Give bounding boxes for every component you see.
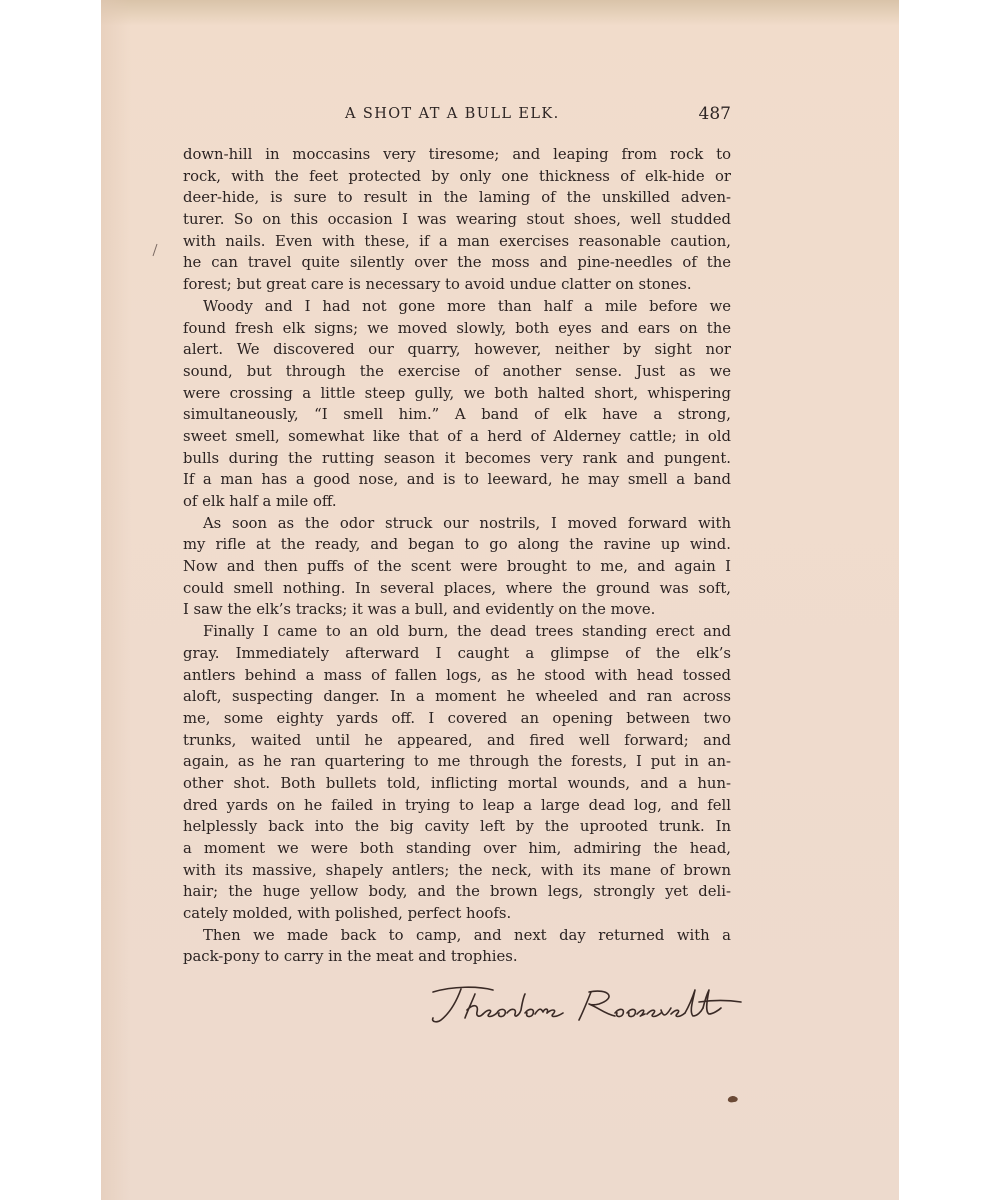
text-line: Woody and I had not gone more than half a mile before we [203,297,731,315]
text-line: rock, with the feet protected by only one thickness of elk-hide or [183,167,731,185]
page-header [183,104,731,126]
text-line: with nails. Even with these, if a man exercises reasonable caution, [183,232,731,250]
text-line: gray. Immediately afterward I caught a glimpse of the elk’s [183,644,731,662]
page-number: 487 [698,104,731,124]
text-line: Then we made back to camp, and next day returned with a [203,926,731,944]
text-line: cately molded, with polished, perfect hoofs. [183,905,512,923]
text-line: hair; the huge yellow body, and the brown legs, strongly yet deli- [183,883,731,901]
text-line: deer-hide, is sure to result in the laming of the unskilled adven- [183,189,731,207]
text-line: my rifle at the ready, and began to go along the ravine up wind. [183,536,731,554]
text-line: sound, but through the exercise of another sense. Just as we [183,362,731,380]
text-line: alert. We discovered our quarry, however, neither by sight nor [183,341,731,359]
text-line: down-hill in moccasins very tiresome; and leaping from rock to [183,146,731,163]
document-page [101,0,899,1200]
text-line: As soon as the odor struck our nostrils, I moved forward with [203,514,731,532]
pencil-mark-icon [151,243,159,257]
text-line: turer. So on this occasion I was wearing stout shoes, well studded [183,211,731,229]
text-line: with its massive, shapely antlers; the neck, with its mane of brown [183,861,731,879]
text-line: Finally I came to an old burn, the dead trees standing erect and [203,623,731,641]
text-line: bulls during the rutting season it becomes very rank and pungent. [183,449,731,467]
text-line: antlers behind a mass of fallen logs, as he stood with head tossed [183,666,731,684]
signature-image [423,980,753,1030]
text-line: Now and then puffs of the scent were brought to me, and again I [183,558,731,576]
text-line: dred yards on he failed in trying to leap a large dead log, and fell [183,796,731,814]
text-line: helplessly back into the big cavity left by the uprooted trunk. In [183,818,731,836]
text-line: a moment we were both standing over him, admiring the head, [183,840,731,857]
text-line: aloft, suspecting danger. In a moment he wheeled and ran across [183,688,731,706]
text-line: could smell nothing. In several places, where the ground was soft, [183,579,731,597]
body-text [183,144,731,968]
text-line: he can travel quite silently over the moss and pine-needles of the [183,254,731,272]
text-line: simultaneously, “I smell him.” A band of elk have a strong, [183,406,731,424]
paper-spot-icon [726,1095,740,1104]
text-line: me, some eighty yards off. I covered an opening between two [183,709,731,727]
paper-stain-top [101,0,899,26]
text-line: of elk half a mile off. [183,493,337,510]
text-line: sweet smell, somewhat like that of a herd of Alderney cattle; in old [183,427,731,445]
text-line: again, as he ran quartering to me through the forests, I put in an- [183,753,731,771]
text-line: were crossing a little steep gully, we both halted short, whispering [183,384,731,402]
text-line: trunks, waited until he appeared, and fired well forward; and [183,731,731,749]
text-line: I saw the elk’s tracks; it was a bull, and evidently on the move. [183,601,656,619]
text-line: pack-pony to carry in the meat and trophies. [183,948,518,966]
text-line: forest; but great care is necessary to avoid undue clatter on stones. [183,276,692,294]
paper-shade-left [101,0,131,1200]
text-line: found fresh elk signs; we moved slowly, both eyes and ears on the [183,319,731,337]
text-line: other shot. Both bullets told, inflicting mortal wounds, and a hun- [183,774,731,792]
text-line: If a man has a good nose, and is to leeward, he may smell a band [183,471,731,489]
running-title: A SHOT AT A BULL ELK. [345,106,560,122]
